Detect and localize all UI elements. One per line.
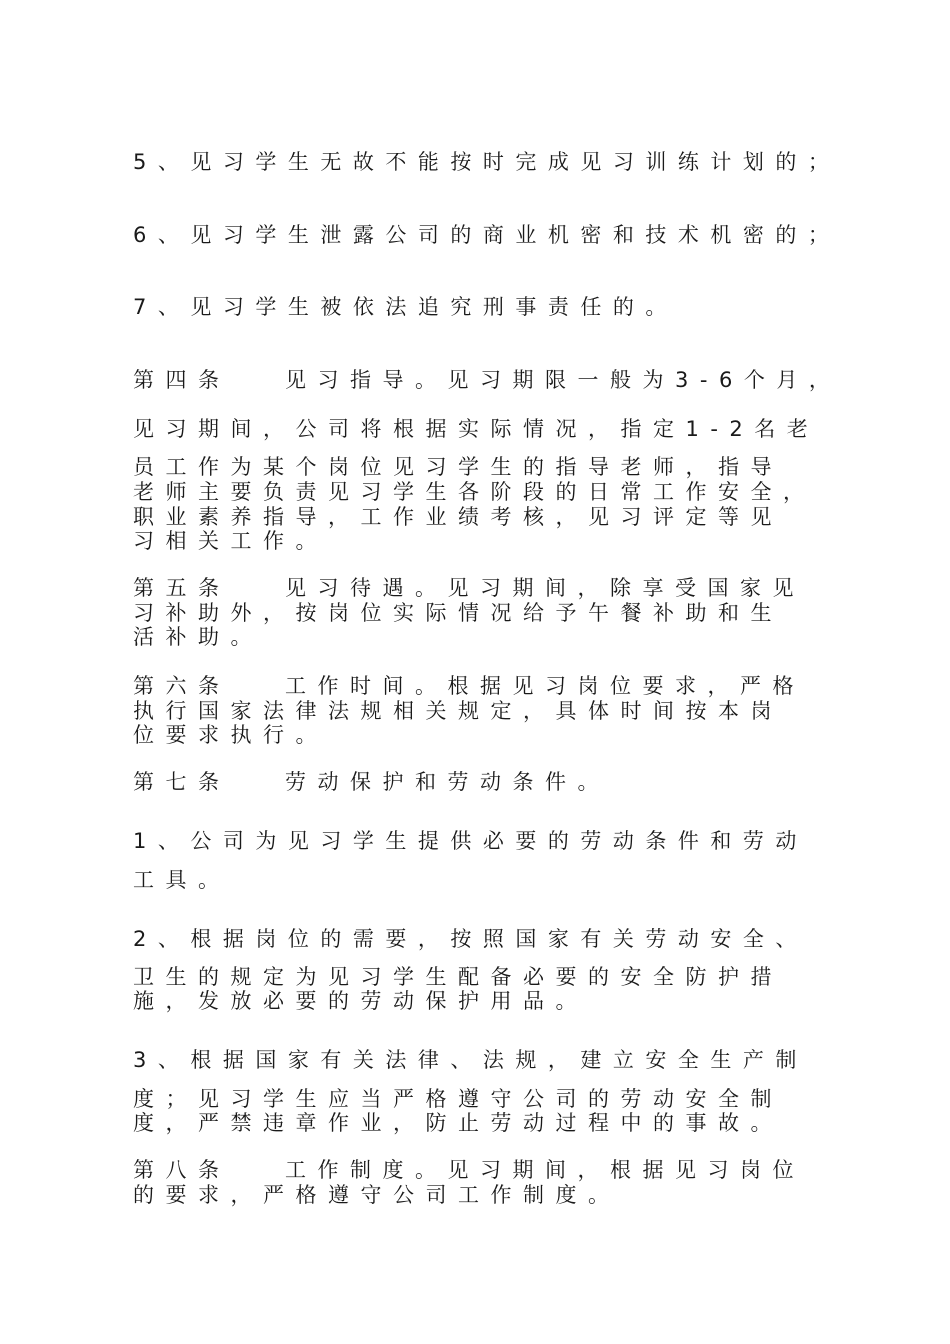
text-line: 卫生的规定为见习学生配备必要的安全防护措 bbox=[133, 965, 783, 989]
text-line: 职业素养指导，工作业绩考核，见习评定等见 bbox=[133, 505, 783, 529]
text-line: 第八条 工作制度。见习期间，根据见习岗位 bbox=[133, 1158, 806, 1182]
text-line: 见习期间，公司将根据实际情况，指定1-2名老 bbox=[133, 417, 820, 441]
text-line: 第四条 见习指导。见习期限一般为3-6个月， bbox=[133, 368, 842, 392]
text-line: 老师主要负责见习学生各阶段的日常工作安全， bbox=[133, 480, 816, 504]
text-line: 第六条 工作时间。根据见习岗位要求，严格 bbox=[133, 674, 806, 698]
text-line: 习相关工作。 bbox=[133, 529, 328, 553]
text-line: 7、见习学生被依法追究刑事责任的。 bbox=[133, 295, 678, 319]
text-line: 度，严禁违章作业，防止劳动过程中的事故。 bbox=[133, 1111, 783, 1135]
text-line: 度；见习学生应当严格遵守公司的劳动安全制 bbox=[133, 1087, 783, 1111]
text-line: 1、公司为见习学生提供必要的劳动条件和劳动 bbox=[133, 829, 808, 853]
text-line: 3、根据国家有关法律、法规，建立安全生产制 bbox=[133, 1048, 808, 1072]
text-line: 6、见习学生泄露公司的商业机密和技术机密的； bbox=[133, 223, 841, 247]
text-line: 员工作为某个岗位见习学生的指导老师，指导 bbox=[133, 455, 783, 479]
text-line: 工具。 bbox=[133, 868, 231, 892]
text-line: 第五条 见习待遇。见习期间，除享受国家见 bbox=[133, 576, 806, 600]
text-line: 位要求执行。 bbox=[133, 723, 328, 747]
text-line: 第七条 劳动保护和劳动条件。 bbox=[133, 770, 611, 794]
text-line: 的要求，严格遵守公司工作制度。 bbox=[133, 1183, 621, 1207]
text-line: 5、见习学生无故不能按时完成见习训练计划的； bbox=[133, 150, 841, 174]
text-line: 施，发放必要的劳动保护用品。 bbox=[133, 989, 588, 1013]
text-line: 2、根据岗位的需要，按照国家有关劳动安全、 bbox=[133, 927, 808, 951]
text-line: 习补助外，按岗位实际情况给予午餐补助和生 bbox=[133, 601, 783, 625]
text-line: 执行国家法律法规相关规定，具体时间按本岗 bbox=[133, 699, 783, 723]
text-line: 活补助。 bbox=[133, 625, 263, 649]
